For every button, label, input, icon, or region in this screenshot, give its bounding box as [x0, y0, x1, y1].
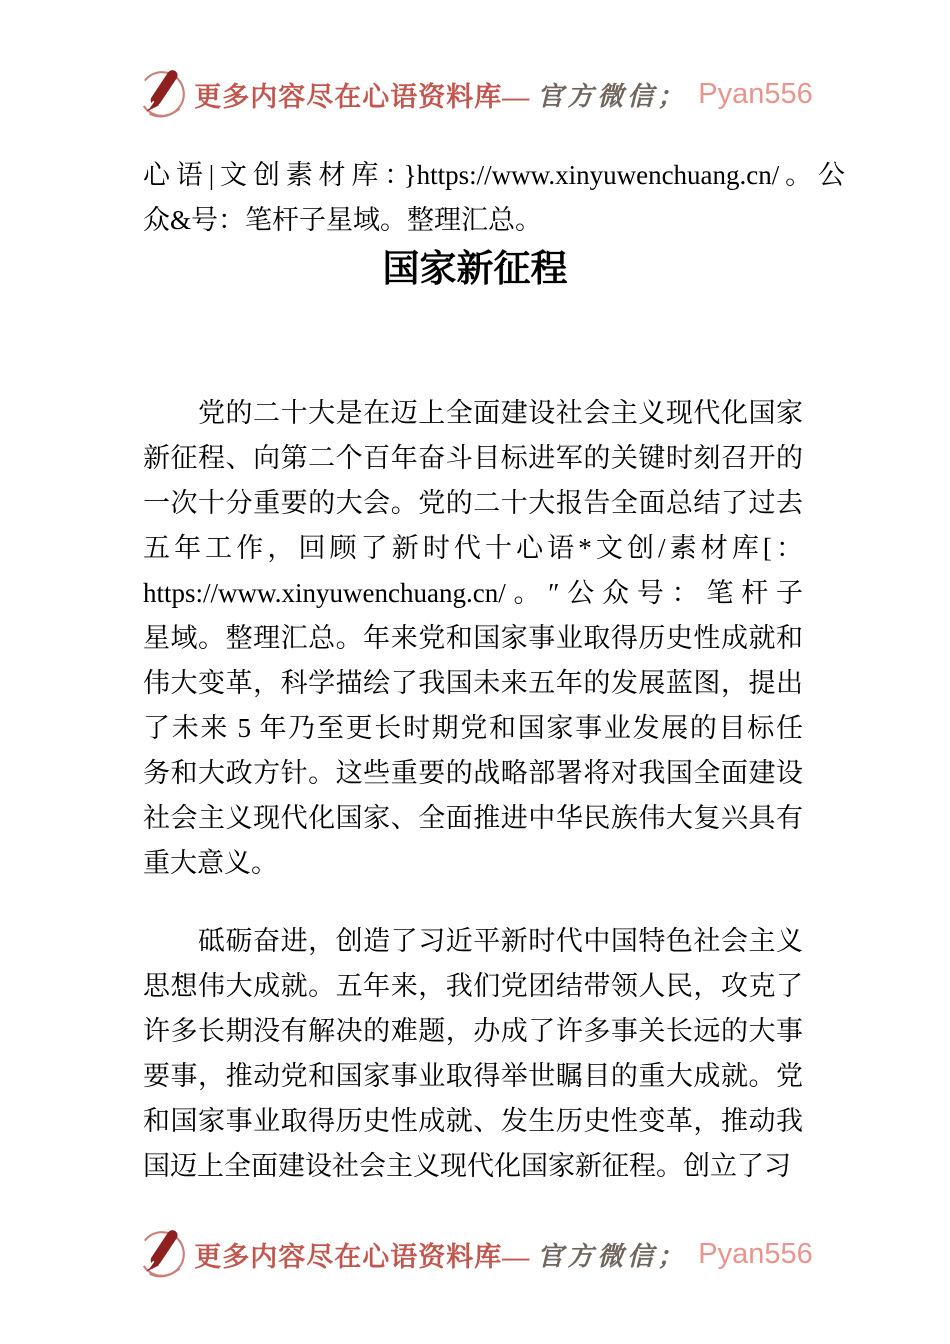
text-line: 伟大变革，科学描绘了我国未来五年的发展蓝图，提出: [143, 668, 803, 698]
text-line: 新征程、向第二个百年奋斗目标进军的关键时刻召开的: [143, 443, 803, 473]
source-note: [143, 153, 845, 243]
brand-wechat-label: 官方微信；: [537, 81, 688, 111]
text-line: 许多长期没有解决的难题，办成了许多事关长远的大事: [143, 1016, 803, 1046]
text-line: 国迈上全面建设社会主义现代化国家新征程。创立了习: [143, 1151, 791, 1181]
text-line: 星域。整理汇总。年来党和国家事业取得历史性成就和: [143, 623, 803, 653]
brand-wechat-id: Pyan556: [698, 1237, 813, 1270]
text-line: 了未来 5 年乃至更长时期党和国家事业发展的目标任: [143, 713, 803, 743]
text-line: 一次十分重要的大会。党的二十大报告全面总结了过去: [143, 488, 803, 518]
text-line: https://www.xinyuwenchuang.cn/。″公众号：笔杆子: [143, 578, 803, 608]
brand-pen-logo-icon: [137, 67, 187, 121]
footer-brand-row: [0, 1222, 950, 1286]
document-title: 国家新征程: [382, 249, 568, 290]
brand-wechat-id: Pyan556: [698, 77, 813, 110]
text-line: 心语|文创素材库：}https://www.xinyuwenchuang.cn/。公: [143, 160, 845, 190]
text-line: 砥砺奋进，创造了习近平新时代中国特色社会主义: [198, 926, 803, 956]
brand-wechat-label: 官方微信；: [537, 1241, 688, 1271]
text-line: 思想伟大成就。五年来，我们党团结带领人民，攻克了: [143, 971, 803, 1001]
brand-tagline-text: 更多内容尽在心语资料库—: [194, 81, 531, 112]
text-line: 党的二十大是在迈上全面建设社会主义现代化国家: [198, 398, 803, 428]
text-line: 众&号：笔杆子星域。整理汇总。: [143, 205, 543, 235]
text-line: 重大意义。: [143, 848, 278, 878]
text-line: 务和大政方针。这些重要的战略部署将对我国全面建设: [143, 758, 803, 788]
text-line: 要事，推动党和国家事业取得举世瞩目的重大成就。党: [143, 1061, 803, 1091]
text-line: 和国家事业取得历史性成就、发生历史性变革，推动我: [143, 1106, 803, 1136]
body-paragraph-1: [143, 391, 803, 886]
brand-tagline-text: 更多内容尽在心语资料库—: [194, 1241, 531, 1272]
header-brand-row: [0, 62, 950, 126]
text-line: 五年工作，回顾了新时代十心语*文创/素材库[：: [143, 533, 803, 563]
body-paragraph-2: [143, 919, 803, 1189]
text-line: 社会主义现代化国家、全面推进中华民族伟大复兴具有: [143, 803, 803, 833]
brand-pen-logo-icon: [137, 1227, 187, 1281]
